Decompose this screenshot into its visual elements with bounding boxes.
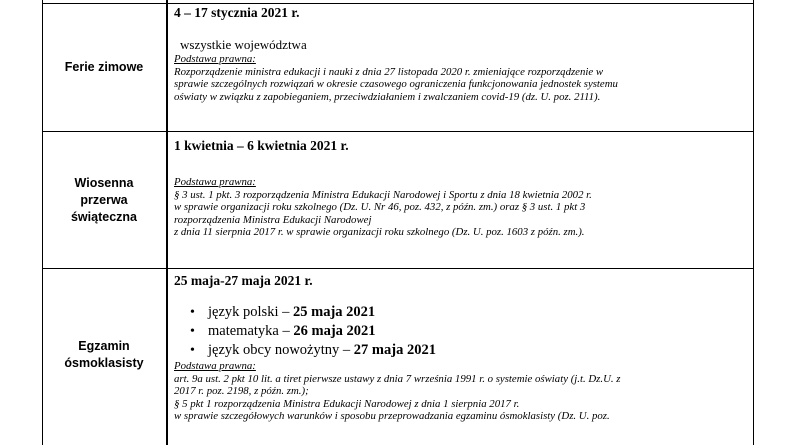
row-divider [42,268,754,269]
bullet-icon: • [190,324,195,339]
legal-basis-line: oświaty w związku z zapobieganiem, przeciwdziałaniem i zwalczaniem covid-19 (dz. U. poz. 2111). [174,90,601,103]
exam-date: 25 maja 2021 [292,304,376,320]
exam-list [186,303,754,360]
legal-basis-line: z dnia 11 sierpnia 2017 r. w sprawie organizacji roku szkolnego (Dz. U. poz. 1603 z późn. zm.). [174,226,585,238]
row-content-spring-break [174,138,754,239]
legal-basis-line: art. 9a ust. 2 pkt 10 lit. a tiret pierwsze ustawy z dnia 7 września 1991 r. o systemie oświaty (j.t. Dz.U. z [174,372,621,385]
legal-basis-line: § 5 pkt 1 rozporządzenia Ministra Edukacji Narodowej z dnia 1 sierpnia 2017 r. [174,397,520,410]
date-range: 4 – 17 stycznia 2021 r. [174,5,300,20]
row-content-eighth-grade-exam [174,273,754,423]
row-label-winter-break [42,4,166,131]
scope-text: wszystkie województwa [180,37,307,52]
list-item [186,303,754,322]
legal-basis-line: sprawie szczególnych rozwiązań w okresie czasowego ograniczenia funkcjonowania jednostek systemu [174,78,618,90]
bullet-icon: • [190,305,195,320]
legal-basis-line: Rozporządzenie ministra edukacji i nauki z dnia 27 listopada 2020 r. zmieniające rozporządzenie w [174,65,604,78]
row-label-eighth-grade-exam [42,330,166,380]
row-label-text: ósmoklasisty [64,356,144,370]
exam-subject: język obcy nowożytny – [208,342,351,358]
legal-basis-line: § 3 ust. 1 pkt. 3 rozporządzenia Ministra Edukacji Narodowej i Sportu z dnia 18 kwietnia 2002 r. [174,188,592,201]
list-item [186,322,754,341]
row-label-text: Egzamin [78,339,130,353]
list-item [186,341,754,360]
date-range: 25 maja-27 maja 2021 r. [174,273,313,288]
row-label-text: świąteczna [70,209,137,224]
exam-date: 27 maja 2021 [353,342,436,358]
exam-date: 26 maja 2021 [293,323,376,339]
legal-basis-line: rozporządzenia Ministra Edukacji Narodowej [174,213,372,226]
legal-basis-line: 2017 r. poz. 2198, z późn. zm.); [174,385,309,397]
exam-subject: matematyka – [208,323,290,339]
legal-basis-label: Podstawa prawna: [174,176,256,188]
bullet-icon: • [190,343,195,358]
row-label-text: Ferie zimowe [64,60,144,74]
row-label-spring-break [42,132,166,268]
column-divider [166,0,168,445]
legal-basis-label: Podstawa prawna: [174,53,256,65]
row-label-text: przerwa [80,192,128,207]
exam-subject: język polski – [208,304,290,320]
legal-basis-line: w sprawie szczegółowych warunków i sposobu przeprowadzania egzaminu ósmoklasisty (Dz. U. poz. [174,410,610,422]
date-range: 1 kwietnia – 6 kwietnia 2021 r. [174,138,349,153]
legal-basis-line: w sprawie organizacji roku szkolnego (Dz. U. Nr 46, poz. 432, z późn. zm.) oraz § 3 ust. 1 pkt 3 [174,201,586,213]
legal-basis-label: Podstawa prawna: [174,360,256,372]
row-content-winter-break [174,5,754,103]
row-label-text: Wiosenna [74,175,134,190]
